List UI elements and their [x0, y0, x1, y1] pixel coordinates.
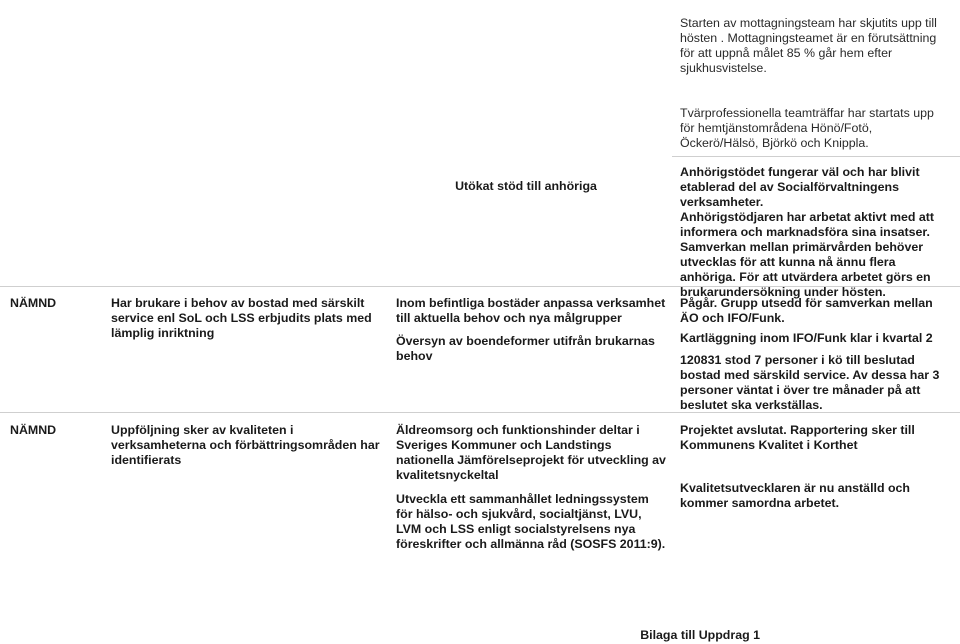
goal-text: Har brukare i behov av bostad med särskilt service enl SoL och LSS erbjudits plats med lämplig inriktning [111, 296, 372, 340]
measure-cell [396, 296, 666, 364]
status-text: Kartläggning inom IFO/Funk klar i kvartal 2 [680, 331, 933, 345]
owner-cell [10, 296, 90, 311]
row-divider [672, 156, 960, 157]
status-cell [680, 165, 950, 300]
goal-cell [111, 423, 383, 468]
measure-text: Översyn av boendeformer utifrån brukarnas behov [396, 334, 655, 363]
measure-text: Utökat stöd till anhöriga [455, 179, 597, 193]
status-text: Samverkan mellan primärvården behöver utvecklas för att kunna nå ännu flera anhöriga. För att utvärdera arbetet görs en brukarundersökning under hösten. [680, 240, 931, 299]
goal-cell [111, 296, 383, 341]
measure-cell [396, 179, 656, 194]
owner-text: NÄMND [10, 296, 57, 310]
status-cell [680, 296, 950, 413]
status-text: Pågår. Grupp utsedd för samverkan mellan ÄO och IFO/Funk. [680, 296, 933, 325]
measure-text: Utveckla ett sammanhållet ledningssystem för hälso- och sjukvård, socialtjänst, LVU, LVM och LSS enligt socialstyrelsens nya föreskrifter och allmänna råd (SOSFS 2011:9). [396, 492, 666, 551]
page-footer: Bilaga till Uppdrag 1 [640, 628, 760, 642]
status-text: Anhörigstödjaren har arbetat aktivt med att informera och marknadsföra sina insatser. [680, 210, 935, 239]
measure-text: Inom befintliga bostäder anpassa verksamhet till aktuella behov och nya målgrupper [396, 296, 666, 325]
status-text: Anhörigstödet fungerar väl och har blivit etablerad del av Socialförvaltningens verksamheter. [680, 165, 920, 209]
status-text: Starten av mottagningsteam har skjutits upp till hösten . Mottagningsteamet är en förutsättning för att uppnå målet 85 % går hem efter sjukhusvistelse. [680, 16, 937, 75]
owner-text: NÄMND [10, 423, 57, 437]
status-text: Kvalitetsutvecklaren är nu anställd och kommer samordna arbetet. [680, 481, 910, 510]
status-text: 120831 stod 7 personer i kö till beslutad bostad med särskild service. Av dessa har 3 personer väntat i över tre månader på att beslutet ska verkställas. [680, 353, 940, 412]
status-cell [680, 423, 950, 511]
measure-text: Äldreomsorg och funktionshinder deltar i Sveriges Kommuner och Landstings nationella Jämförelseprojekt för utveckling av kvalitetsnyckeltal [396, 423, 666, 482]
status-text: Tvärprofessionella teamträffar har startats upp för hemtjänstområdena Hönö/Fotö, Öckerö/Hälsö, Björkö och Knippla. [680, 106, 934, 150]
status-cell [680, 16, 950, 151]
goal-text: Uppföljning sker av kvaliteten i verksamheterna och förbättringsområden har identifierats [111, 423, 380, 467]
status-text: Projektet avslutat. Rapportering sker till Kommunens Kvalitet i Korthet [680, 423, 915, 452]
measure-cell [396, 423, 666, 552]
owner-cell [10, 423, 90, 438]
